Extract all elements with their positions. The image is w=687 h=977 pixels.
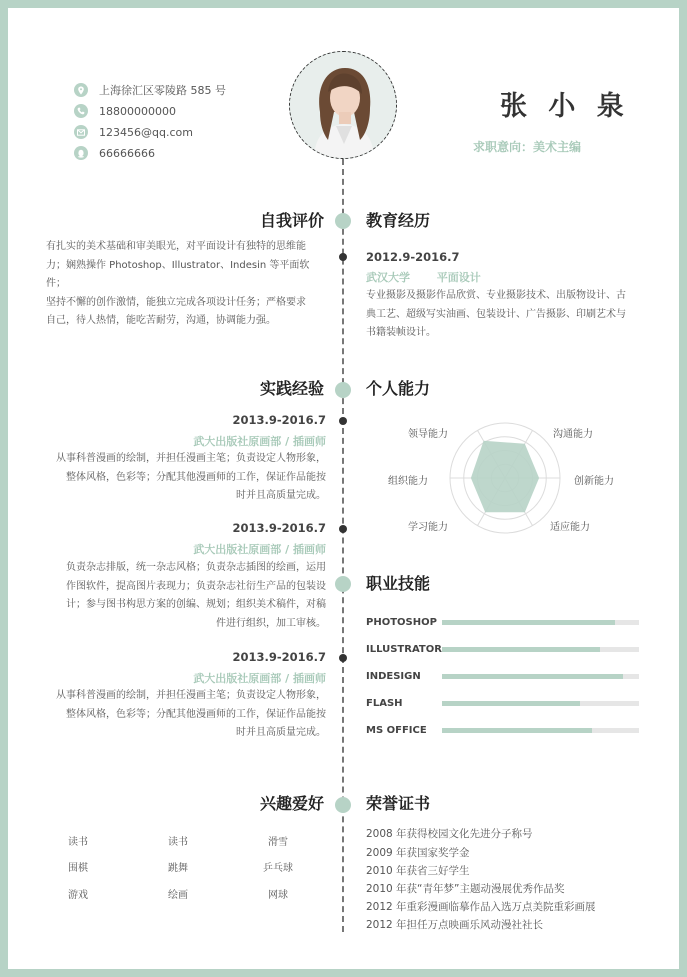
timeline-dot-practice-1 (339, 417, 347, 425)
timeline-dot-practice (335, 382, 351, 398)
education-school: 武汉大学 平面设计 (366, 271, 481, 284)
timeline-dot-practice-3 (339, 654, 347, 662)
avatar-photo (290, 52, 397, 159)
skill-bar-ms-office (442, 728, 639, 733)
email-icon (74, 125, 88, 139)
section-title-honors: 荣誉证书 (366, 794, 431, 813)
practice-line: 时并且高质量完成。 (236, 490, 326, 501)
contact-phone-text: 18800000000 (99, 104, 176, 118)
education-line: 专业摄影及摄影作品欣赏、专业摄影技术、出版物设计、古 (366, 290, 626, 301)
contact-qq (74, 144, 155, 162)
contact-email (74, 123, 193, 141)
section-title-self-eval: 自我评价 (259, 211, 324, 230)
skill-bar-illustrator (442, 647, 639, 652)
radar-label-communication: 沟通能力 (553, 429, 593, 440)
practice-org-1: 武大出版社原画部 / 插画师 (193, 435, 326, 448)
hobby-item: 乒乓球 (263, 863, 293, 874)
honor-item: 2009 年获国家奖学金 (366, 847, 470, 859)
timeline-dot-skills (335, 576, 351, 592)
practice-line: 负责杂志排版，统一杂志风格；负责杂志插图的绘画，运用 (66, 562, 326, 573)
hobby-item: 网球 (268, 890, 288, 901)
resume-page (8, 8, 679, 969)
self-eval-line: 自己，待人热情，能吃苦耐劳，沟通，协调能力强。 (46, 315, 276, 326)
practice-text-1 (36, 450, 326, 506)
section-title-skills: 职业技能 (366, 574, 431, 593)
radar-label-learning: 学习能力 (408, 522, 448, 533)
practice-line: 从事科普漫画的绘制，并担任漫画主笔；负责设定人物形象， (56, 453, 326, 464)
avatar (289, 51, 397, 159)
contact-address (74, 81, 226, 99)
skill-name-flash: FLASH (366, 698, 403, 709)
section-title-ability: 个人能力 (366, 379, 431, 398)
practice-org-3: 武大出版社原画部 / 插画师 (193, 672, 326, 685)
honor-item: 2012 年担任万点映画乐风动漫社社长 (366, 919, 544, 931)
contact-email-text: 123456@qq.com (99, 125, 193, 139)
practice-line: 整体风格，色彩等；分配其他漫画师的工作，保证作品能按 (66, 708, 326, 720)
timeline-dot-self-eval (335, 213, 351, 229)
self-eval-line: 力；娴熟操作 Photoshop、Illustrator、Indesin 等平面软件； (46, 259, 310, 289)
skill-fill (442, 674, 623, 679)
skill-name-ms-office: MS OFFICE (366, 725, 427, 736)
timeline-dot-hobbies (335, 797, 351, 813)
contact-address-text: 上海徐汇区零陵路 585 号 (99, 84, 226, 97)
practice-text-2 (36, 559, 326, 633)
practice-line: 时并且高质量完成。 (236, 727, 326, 738)
honor-item: 2008 年获得校园文化先进分子称号 (366, 828, 533, 840)
section-title-practice: 实践经验 (259, 379, 324, 398)
skill-name-illustrator: ILLUSTRATOR (366, 644, 442, 655)
practice-line: 作图软件，提高图片表现力；负责杂志社衍生产品的包装设 (66, 580, 326, 592)
honor-item: 2010 年获省三好学生 (366, 865, 470, 877)
education-line: 典工艺、超级写实油画、包装设计、广告摄影、印刷艺术与 (366, 308, 626, 320)
timeline-dot-education (339, 253, 347, 261)
section-title-hobbies: 兴趣爱好 (259, 794, 324, 813)
skill-bar-flash (442, 701, 639, 706)
contact-phone (74, 102, 176, 120)
education-text (366, 287, 656, 343)
job-intent: 求职意向：美术主编 (473, 140, 582, 154)
skill-fill (442, 701, 580, 706)
skill-fill (442, 620, 615, 625)
skill-name-indesign: INDESIGN (366, 671, 421, 682)
honor-item: 2010 年获“青年梦”主题动漫展优秀作品奖 (366, 883, 565, 895)
practice-date-2: 2013.9-2016.7 (232, 521, 326, 535)
practice-line: 计；参与图书构思方案的创编、规划；组织美术稿件，对稿 (66, 599, 326, 610)
contact-qq-text: 66666666 (99, 146, 155, 160)
practice-date-3: 2013.9-2016.7 (232, 650, 326, 664)
hobby-item: 读书 (68, 837, 88, 848)
practice-line: 件进行组织，加工审核。 (216, 617, 326, 629)
self-eval-line: 坚持不懈的创作激情，能独立完成各项设计任务；严格要求 (46, 296, 306, 308)
self-eval-text (46, 238, 326, 331)
timeline-line (342, 159, 344, 932)
hobby-item: 滑雪 (268, 837, 288, 848)
hobby-item: 绘画 (168, 890, 188, 901)
radar-label-organization: 组织能力 (388, 476, 428, 487)
education-line: 书籍装帧设计。 (366, 327, 436, 338)
honor-item: 2012 年重彩漫画临摹作品入选万点美院重彩画展 (366, 901, 596, 913)
radar-label-innovation: 创新能力 (574, 476, 614, 487)
hobby-item: 读书 (168, 837, 188, 848)
hobby-item: 游戏 (68, 890, 88, 901)
practice-text-3 (36, 687, 326, 743)
section-title-education: 教育经历 (366, 211, 431, 230)
practice-line: 从事科普漫画的绘制，并担任漫画主笔；负责设定人物形象， (56, 690, 326, 701)
education-date: 2012.9-2016.7 (366, 250, 460, 264)
skill-name-photoshop: PHOTOSHOP (366, 617, 437, 628)
name: 张 小 泉 (500, 91, 630, 122)
radar-label-adaptability: 适应能力 (550, 522, 590, 533)
practice-line: 整体风格，色彩等；分配其他漫画师的工作，保证作品能按 (66, 471, 326, 483)
skill-bar-photoshop (442, 620, 639, 625)
skill-bar-indesign (442, 674, 639, 679)
phone-icon (74, 104, 88, 118)
practice-org-2: 武大出版社原画部 / 插画师 (193, 543, 326, 556)
skill-fill (442, 728, 592, 733)
location-icon (74, 83, 88, 97)
self-eval-line: 有扎实的美术基础和审美眼光，对平面设计有独特的思维能 (46, 241, 306, 252)
skill-fill (442, 647, 600, 652)
hobby-item: 跳舞 (168, 863, 188, 874)
practice-date-1: 2013.9-2016.7 (232, 413, 326, 427)
hobby-item: 围棋 (68, 863, 88, 874)
radar-label-leadership: 领导能力 (408, 429, 448, 440)
timeline-dot-practice-2 (339, 525, 347, 533)
radar-area (471, 441, 539, 513)
qq-icon (74, 146, 88, 160)
